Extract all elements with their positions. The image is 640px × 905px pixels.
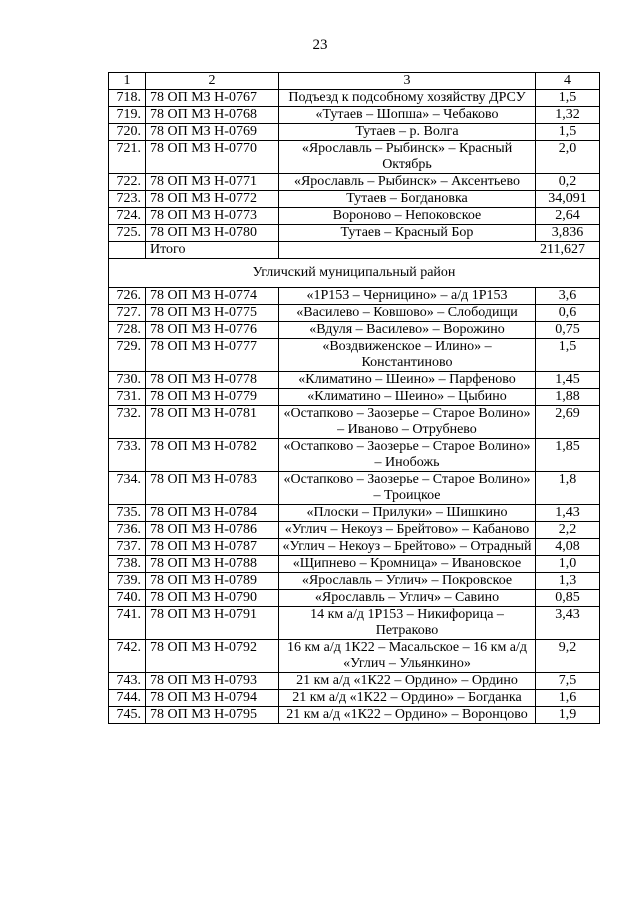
road-length: 1,32 [536, 107, 600, 124]
table-row [109, 505, 600, 522]
road-code: 78 ОП МЗ Н-0767 [146, 90, 279, 107]
road-length: 2,0 [536, 141, 600, 174]
road-code: 78 ОП МЗ Н-0780 [146, 225, 279, 242]
road-name: «Остапково – Заозерье – Старое Волино» – Иваново – Отрубнево [279, 406, 536, 439]
road-name: «Вдуля – Василево» – Ворожино [279, 322, 536, 339]
row-number: 742. [109, 640, 146, 673]
road-name: «Углич – Некоуз – Брейтово» – Кабаново [279, 522, 536, 539]
road-name: «Климатино – Шеино» – Цыбино [279, 389, 536, 406]
row-number: 732. [109, 406, 146, 439]
row-number: 739. [109, 573, 146, 590]
road-code: 78 ОП МЗ Н-0795 [146, 707, 279, 724]
table-row [109, 90, 600, 107]
road-code: 78 ОП МЗ Н-0783 [146, 472, 279, 505]
road-name: «Ярославль – Углич» – Покровское [279, 573, 536, 590]
row-number: 725. [109, 225, 146, 242]
road-name: «Климатино – Шеино» – Парфеново [279, 372, 536, 389]
road-code: 78 ОП МЗ Н-0773 [146, 208, 279, 225]
road-name: Тутаев – Красный Бор [279, 225, 536, 242]
road-name: «Щипнево – Кромница» – Ивановское [279, 556, 536, 573]
road-length: 1,8 [536, 472, 600, 505]
road-length: 7,5 [536, 673, 600, 690]
row-number: 741. [109, 607, 146, 640]
road-length: 1,45 [536, 372, 600, 389]
road-code: 78 ОП МЗ Н-0768 [146, 107, 279, 124]
row-number: 745. [109, 707, 146, 724]
table-row [109, 389, 600, 406]
road-length: 1,88 [536, 389, 600, 406]
road-name: 21 км а/д «1К22 – Ордино» – Ордино [279, 673, 536, 690]
section-row [109, 259, 600, 288]
road-length: 0,75 [536, 322, 600, 339]
row-number: 721. [109, 141, 146, 174]
road-code: 78 ОП МЗ Н-0784 [146, 505, 279, 522]
road-name: Тутаев – р. Волга [279, 124, 536, 141]
road-name: 16 км а/д 1К22 – Масальское – 16 км а/д «Углич – Ульянкино» [279, 640, 536, 673]
row-number: 719. [109, 107, 146, 124]
road-length: 3,43 [536, 607, 600, 640]
road-length: 2,64 [536, 208, 600, 225]
total-row [109, 242, 600, 259]
total-empty-cell [109, 242, 146, 259]
road-name: «Остапково – Заозерье – Старое Волино» – Инобожь [279, 439, 536, 472]
road-code: 78 ОП МЗ Н-0779 [146, 389, 279, 406]
road-length: 0,2 [536, 174, 600, 191]
row-number: 718. [109, 90, 146, 107]
road-length: 1,5 [536, 90, 600, 107]
row-number: 728. [109, 322, 146, 339]
table-row [109, 339, 600, 372]
page-number: 23 [312, 37, 328, 53]
table-row [109, 573, 600, 590]
road-name: «Василево – Ковшово» – Слободищи [279, 305, 536, 322]
row-number: 722. [109, 174, 146, 191]
row-number: 733. [109, 439, 146, 472]
row-number: 735. [109, 505, 146, 522]
road-code: 78 ОП МЗ Н-0791 [146, 607, 279, 640]
table-row [109, 590, 600, 607]
table-row [109, 556, 600, 573]
road-code: 78 ОП МЗ Н-0790 [146, 590, 279, 607]
road-length: 3,836 [536, 225, 600, 242]
road-length: 0,85 [536, 590, 600, 607]
road-length: 1,3 [536, 573, 600, 590]
road-name: Вороново – Непоковское [279, 208, 536, 225]
table-row [109, 208, 600, 225]
road-code: 78 ОП МЗ Н-0787 [146, 539, 279, 556]
road-length: 4,08 [536, 539, 600, 556]
header-cell: 3 [279, 73, 536, 90]
road-name: 21 км а/д «1К22 – Ордино» – Воронцово [279, 707, 536, 724]
row-number: 744. [109, 690, 146, 707]
table-row [109, 225, 600, 242]
table-row [109, 124, 600, 141]
table-header-row [109, 73, 600, 90]
road-length: 1,6 [536, 690, 600, 707]
table-row [109, 141, 600, 174]
road-code: 78 ОП МЗ Н-0793 [146, 673, 279, 690]
road-length: 1,5 [536, 339, 600, 372]
road-length: 3,6 [536, 288, 600, 305]
row-number: 736. [109, 522, 146, 539]
table-row [109, 288, 600, 305]
road-name: «1Р153 – Черницино» – а/д 1Р153 [279, 288, 536, 305]
total-value: 211,627 [279, 242, 600, 259]
table-row [109, 472, 600, 505]
road-code: 78 ОП МЗ Н-0776 [146, 322, 279, 339]
table-row [109, 640, 600, 673]
road-name: «Тутаев – Шопша» – Чебаково [279, 107, 536, 124]
road-code: 78 ОП МЗ Н-0786 [146, 522, 279, 539]
table-row [109, 439, 600, 472]
row-number: 737. [109, 539, 146, 556]
road-name: «Ярославль – Рыбинск» – Красный Октябрь [279, 141, 536, 174]
row-number: 720. [109, 124, 146, 141]
road-length: 1,0 [536, 556, 600, 573]
table-row [109, 522, 600, 539]
table-row [109, 690, 600, 707]
table-row [109, 707, 600, 724]
total-label: Итого [146, 242, 279, 259]
row-number: 729. [109, 339, 146, 372]
table-row [109, 174, 600, 191]
road-name: «Ярославль – Рыбинск» – Аксентьево [279, 174, 536, 191]
road-code: 78 ОП МЗ Н-0772 [146, 191, 279, 208]
header-cell: 4 [536, 73, 600, 90]
table-row [109, 372, 600, 389]
road-length: 2,69 [536, 406, 600, 439]
row-number: 723. [109, 191, 146, 208]
table-row [109, 305, 600, 322]
row-number: 726. [109, 288, 146, 305]
table-row [109, 322, 600, 339]
road-code: 78 ОП МЗ Н-0778 [146, 372, 279, 389]
road-length: 1,9 [536, 707, 600, 724]
row-number: 738. [109, 556, 146, 573]
table-row [109, 607, 600, 640]
road-code: 78 ОП МЗ Н-0775 [146, 305, 279, 322]
table-row [109, 406, 600, 439]
row-number: 731. [109, 389, 146, 406]
table-row [109, 191, 600, 208]
header-cell: 1 [109, 73, 146, 90]
road-length: 1,5 [536, 124, 600, 141]
road-code: 78 ОП МЗ Н-0774 [146, 288, 279, 305]
row-number: 730. [109, 372, 146, 389]
road-name: Тутаев – Богдановка [279, 191, 536, 208]
row-number: 743. [109, 673, 146, 690]
road-length: 9,2 [536, 640, 600, 673]
road-code: 78 ОП МЗ Н-0792 [146, 640, 279, 673]
table-row [109, 107, 600, 124]
road-code: 78 ОП МЗ Н-0771 [146, 174, 279, 191]
section-title: Угличский муниципальный район [109, 259, 600, 288]
road-code: 78 ОП МЗ Н-0782 [146, 439, 279, 472]
road-name: «Плоски – Прилуки» – Шишкино [279, 505, 536, 522]
row-number: 727. [109, 305, 146, 322]
road-code: 78 ОП МЗ Н-0777 [146, 339, 279, 372]
row-number: 740. [109, 590, 146, 607]
header-cell: 2 [146, 73, 279, 90]
row-number: 734. [109, 472, 146, 505]
table-row [109, 673, 600, 690]
road-length: 34,091 [536, 191, 600, 208]
road-length: 1,43 [536, 505, 600, 522]
road-name: «Ярославль – Углич» – Савино [279, 590, 536, 607]
road-length: 1,85 [536, 439, 600, 472]
road-code: 78 ОП МЗ Н-0769 [146, 124, 279, 141]
road-name: «Воздвиженское – Илино» – Константиново [279, 339, 536, 372]
road-length: 2,2 [536, 522, 600, 539]
road-code: 78 ОП МЗ Н-0770 [146, 141, 279, 174]
roads-table [108, 72, 600, 724]
table-row [109, 539, 600, 556]
road-name: «Остапково – Заозерье – Старое Волино» – Троицкое [279, 472, 536, 505]
road-name: 14 км а/д 1Р153 – Никифорица – Петраково [279, 607, 536, 640]
road-code: 78 ОП МЗ Н-0794 [146, 690, 279, 707]
row-number: 724. [109, 208, 146, 225]
road-code: 78 ОП МЗ Н-0788 [146, 556, 279, 573]
road-code: 78 ОП МЗ Н-0789 [146, 573, 279, 590]
road-length: 0,6 [536, 305, 600, 322]
road-name: «Углич – Некоуз – Брейтово» – Отрадный [279, 539, 536, 556]
road-code: 78 ОП МЗ Н-0781 [146, 406, 279, 439]
road-name: 21 км а/д «1К22 – Ордино» – Богданка [279, 690, 536, 707]
road-name: Подъезд к подсобному хозяйству ДРСУ [279, 90, 536, 107]
